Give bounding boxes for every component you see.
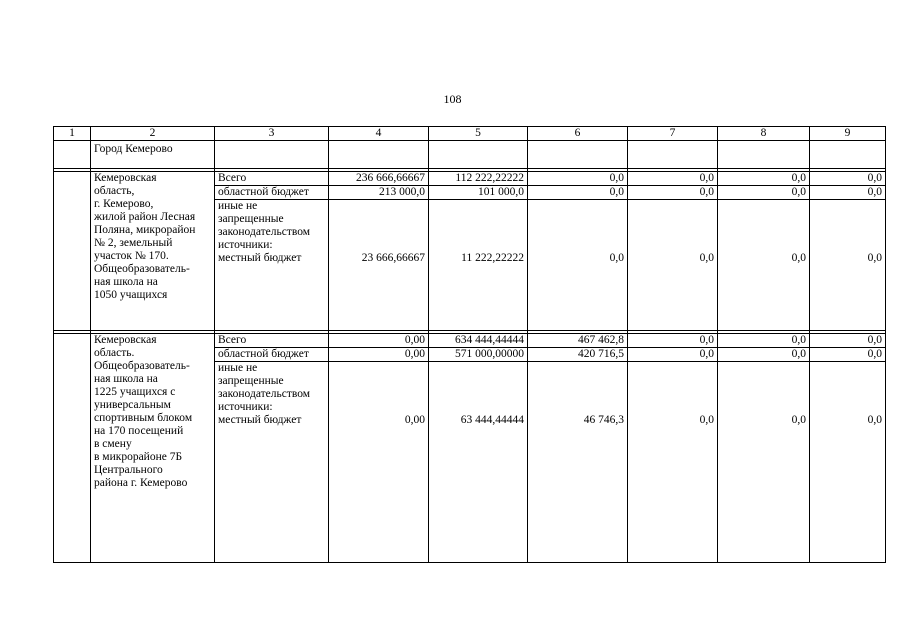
page-number: 108 (443, 92, 462, 106)
amount-cell: 0,0 (791, 252, 806, 264)
column-number: 4 (329, 127, 429, 141)
amount-cell: 0,0 (791, 414, 806, 426)
amount-cell: 0,0 (628, 348, 718, 362)
amount-cell: 0,00 (329, 348, 429, 362)
column-number: 3 (215, 127, 329, 141)
amount-cell: 571 000,00000 (429, 348, 528, 362)
amount-cell: 467 462,8 (528, 334, 628, 348)
amount-cell: 112 222,22222 (429, 172, 528, 186)
amount-cell: 634 444,44444 (429, 334, 528, 348)
amount-cell: 0,0 (810, 334, 886, 348)
table-row (54, 334, 886, 348)
column-number: 2 (91, 127, 215, 141)
amount-cell: 63 444,44444 (460, 414, 524, 426)
amount-cell: 0,0 (718, 186, 810, 200)
amount-cell: 0,0 (528, 186, 628, 200)
column-number: 8 (718, 127, 810, 141)
amount-cell: 0,0 (810, 186, 886, 200)
amount-cell: 0,0 (628, 334, 718, 348)
column-number: 1 (54, 127, 91, 141)
amount-cell: 0,0 (718, 334, 810, 348)
table-row (54, 172, 886, 186)
source-label: Всего (215, 172, 329, 186)
column-number: 7 (628, 127, 718, 141)
amount-cell: 0,0 (867, 252, 882, 264)
column-number: 6 (528, 127, 628, 141)
amount-cell: 46 746,3 (583, 414, 624, 426)
budget-table (53, 126, 886, 563)
amount-cell: 0,0 (528, 172, 628, 186)
amount-cell: 236 666,66667 (329, 172, 429, 186)
section-title: Город Кемерово (91, 141, 215, 169)
column-number: 9 (810, 127, 886, 141)
amount-cell: 0,0 (810, 348, 886, 362)
object-description: Кемеровская область. Общеобразователь- ная школа на 1225 учащихся с универсальным спортивным блоком на 170 посещений в смену в микрорайоне 7Б Центрального района г. Кемерово (91, 334, 215, 563)
amount-cell: 101 000,0 (429, 186, 528, 200)
column-number-row (54, 127, 886, 141)
amount-cell: 0,0 (609, 252, 624, 264)
amount-cell: 0,0 (810, 172, 886, 186)
column-number: 5 (429, 127, 528, 141)
source-label: областной бюджет (215, 348, 329, 362)
amount-cell: 0,0 (718, 172, 810, 186)
amount-cell: 0,0 (718, 348, 810, 362)
amount-cell: 0,0 (699, 414, 714, 426)
amount-cell: 0,0 (867, 414, 882, 426)
amount-cell: 0,00 (404, 414, 425, 426)
amount-cell: 213 000,0 (329, 186, 429, 200)
source-label: Всего (215, 334, 329, 348)
section-row (54, 141, 886, 169)
amount-cell: 0,0 (699, 252, 714, 264)
amount-cell: 420 716,5 (528, 348, 628, 362)
amount-cell: 23 666,66667 (361, 252, 425, 264)
object-description: Кемеровская область, г. Кемерово, жилой район Лесная Поляна, микрорайон № 2, земельный участок № 170. Общеобразователь- ная школа на 1050 учащихся (91, 172, 215, 331)
amount-cell: 0,00 (329, 334, 429, 348)
amount-cell: 0,0 (628, 186, 718, 200)
source-label: иные не запрещенные законодательством источники: местный бюджет (215, 362, 329, 563)
amount-cell: 0,0 (628, 172, 718, 186)
amount-cell: 11 222,22222 (461, 252, 524, 264)
source-label: областной бюджет (215, 186, 329, 200)
source-label: иные не запрещенные законодательством источники: местный бюджет (215, 200, 329, 331)
